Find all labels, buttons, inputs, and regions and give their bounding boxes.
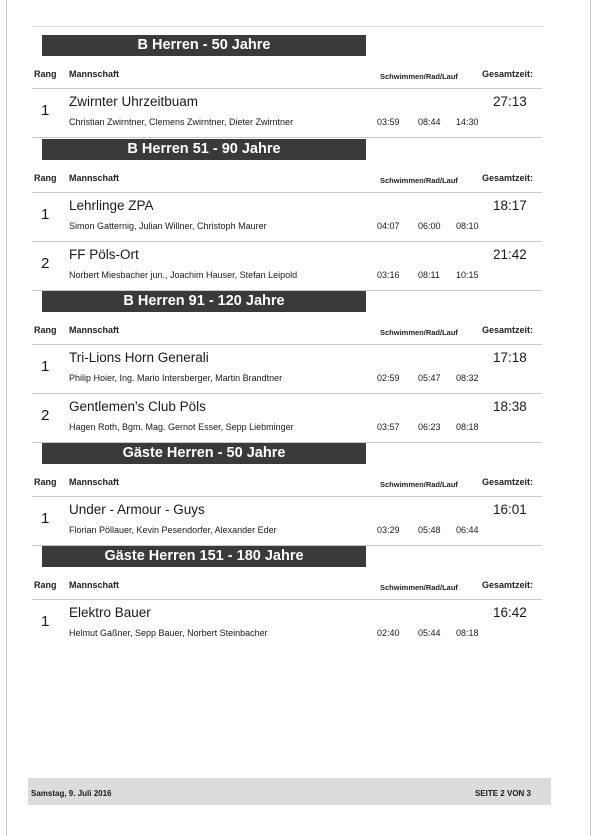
header-rang: Rang bbox=[34, 580, 57, 590]
team-members: Norbert Miesbacher jun., Joachim Hauser, Stefan Leipold bbox=[69, 270, 298, 280]
section-title: Gäste Herren 151 - 180 Jahre bbox=[42, 546, 366, 567]
header-gesamtzeit: Gesamtzeit: bbox=[482, 477, 534, 487]
team-rank: 1 bbox=[41, 206, 50, 223]
bike-time: 08:44 bbox=[418, 117, 441, 127]
team-name: FF Pöls-Ort bbox=[69, 247, 139, 262]
swim-time: 04:07 bbox=[377, 221, 400, 231]
header-gesamtzeit: Gesamtzeit: bbox=[482, 69, 534, 79]
section-title: B Herren - 50 Jahre bbox=[42, 35, 366, 56]
bike-time: 05:47 bbox=[418, 373, 441, 383]
page-edge-right bbox=[590, 0, 591, 836]
team-members: Helmut Gaßner, Sepp Bauer, Norbert Steinbacher bbox=[69, 628, 268, 638]
header-mannschaft: Mannschaft bbox=[69, 580, 120, 590]
swim-time: 02:59 bbox=[377, 373, 400, 383]
header-splits: Schwimmen/Rad/Lauf bbox=[380, 328, 458, 337]
header-gesamtzeit: Gesamtzeit: bbox=[482, 325, 534, 335]
team-row bbox=[32, 345, 542, 394]
column-header-row bbox=[32, 167, 542, 193]
header-mannschaft: Mannschaft bbox=[69, 325, 120, 335]
team-members: Christian Zwirntner, Clemens Zwirntner, Dieter Zwirntner bbox=[69, 117, 294, 127]
team-total-time: 18:17 bbox=[493, 198, 527, 213]
team-row bbox=[32, 600, 542, 648]
team-row bbox=[32, 89, 542, 138]
team-total-time: 16:01 bbox=[493, 502, 527, 517]
bike-time: 08:11 bbox=[418, 270, 440, 280]
column-header-row bbox=[32, 319, 542, 345]
team-members: Florian Pöllauer, Kevin Pesendorfer, Alexander Eder bbox=[69, 525, 277, 535]
header-mannschaft: Mannschaft bbox=[69, 173, 120, 183]
header-splits: Schwimmen/Rad/Lauf bbox=[380, 176, 458, 185]
team-row bbox=[32, 193, 542, 242]
team-name: Zwirnter Uhrzeitbuam bbox=[69, 94, 199, 109]
bike-time: 05:44 bbox=[418, 628, 441, 638]
header-gesamtzeit: Gesamtzeit: bbox=[482, 580, 534, 590]
section-title: B Herren 91 - 120 Jahre bbox=[42, 291, 366, 312]
header-rang: Rang bbox=[34, 477, 57, 487]
team-row bbox=[32, 242, 542, 291]
top-rule bbox=[32, 26, 544, 27]
header-rang: Rang bbox=[34, 325, 57, 335]
team-members: Simon Gatternig, Julian Willner, Christoph Maurer bbox=[69, 221, 267, 231]
header-gesamtzeit: Gesamtzeit: bbox=[482, 173, 534, 183]
run-time: 08:10 bbox=[456, 221, 479, 231]
team-name: Under - Armour - Guys bbox=[69, 502, 205, 517]
team-rank: 1 bbox=[41, 358, 50, 375]
header-splits: Schwimmen/Rad/Lauf bbox=[380, 583, 458, 592]
swim-time: 03:16 bbox=[377, 270, 400, 280]
team-row bbox=[32, 497, 542, 546]
section-title: B Herren 51 - 90 Jahre bbox=[42, 139, 366, 160]
header-rang: Rang bbox=[34, 173, 57, 183]
header-rang: Rang bbox=[34, 69, 57, 79]
header-mannschaft: Mannschaft bbox=[69, 477, 120, 487]
bike-time: 05:48 bbox=[418, 525, 441, 535]
column-header-row bbox=[32, 63, 542, 89]
team-name: Elektro Bauer bbox=[69, 605, 151, 620]
header-splits: Schwimmen/Rad/Lauf bbox=[380, 72, 458, 81]
team-rank: 1 bbox=[41, 102, 50, 119]
run-time: 08:18 bbox=[456, 628, 479, 638]
team-rank: 2 bbox=[41, 255, 50, 272]
header-splits: Schwimmen/Rad/Lauf bbox=[380, 480, 458, 489]
column-header-row bbox=[32, 471, 542, 497]
swim-time: 03:59 bbox=[377, 117, 400, 127]
team-total-time: 27:13 bbox=[493, 94, 527, 109]
team-name: Gentlemen's Club Pöls bbox=[69, 399, 206, 414]
team-rank: 1 bbox=[41, 510, 50, 527]
bike-time: 06:23 bbox=[418, 422, 441, 432]
run-time: 08:18 bbox=[456, 422, 479, 432]
team-rank: 1 bbox=[41, 613, 50, 630]
footer-date: Samstag, 9. Juli 2016 bbox=[31, 789, 112, 798]
team-members: Hagen Roth, Bgm. Mag. Gernot Esser, Sepp Liebminger bbox=[69, 422, 294, 432]
team-members: Philip Hoier, Ing. Mario Intersberger, Martin Brandtner bbox=[69, 373, 283, 383]
team-total-time: 18:38 bbox=[493, 399, 527, 414]
team-total-time: 17:18 bbox=[493, 350, 527, 365]
team-total-time: 16:42 bbox=[493, 605, 527, 620]
swim-time: 03:29 bbox=[377, 525, 400, 535]
bike-time: 06:00 bbox=[418, 221, 441, 231]
page-edge-left bbox=[6, 0, 7, 836]
team-row bbox=[32, 394, 542, 443]
team-rank: 2 bbox=[41, 407, 50, 424]
section-title: Gäste Herren - 50 Jahre bbox=[42, 443, 366, 464]
header-mannschaft: Mannschaft bbox=[69, 69, 120, 79]
run-time: 08:32 bbox=[456, 373, 479, 383]
column-header-row bbox=[32, 574, 542, 600]
team-name: Lehrlinge ZPA bbox=[69, 198, 154, 213]
swim-time: 02:40 bbox=[377, 628, 400, 638]
run-time: 10:15 bbox=[456, 270, 479, 280]
page-footer bbox=[28, 778, 551, 805]
run-time: 06:44 bbox=[456, 525, 479, 535]
team-name: Tri-Lions Horn Generali bbox=[69, 350, 209, 365]
swim-time: 03:57 bbox=[377, 422, 400, 432]
run-time: 14:30 bbox=[456, 117, 479, 127]
team-total-time: 21:42 bbox=[493, 247, 527, 262]
footer-page-number: SEITE 2 VON 3 bbox=[474, 789, 531, 798]
